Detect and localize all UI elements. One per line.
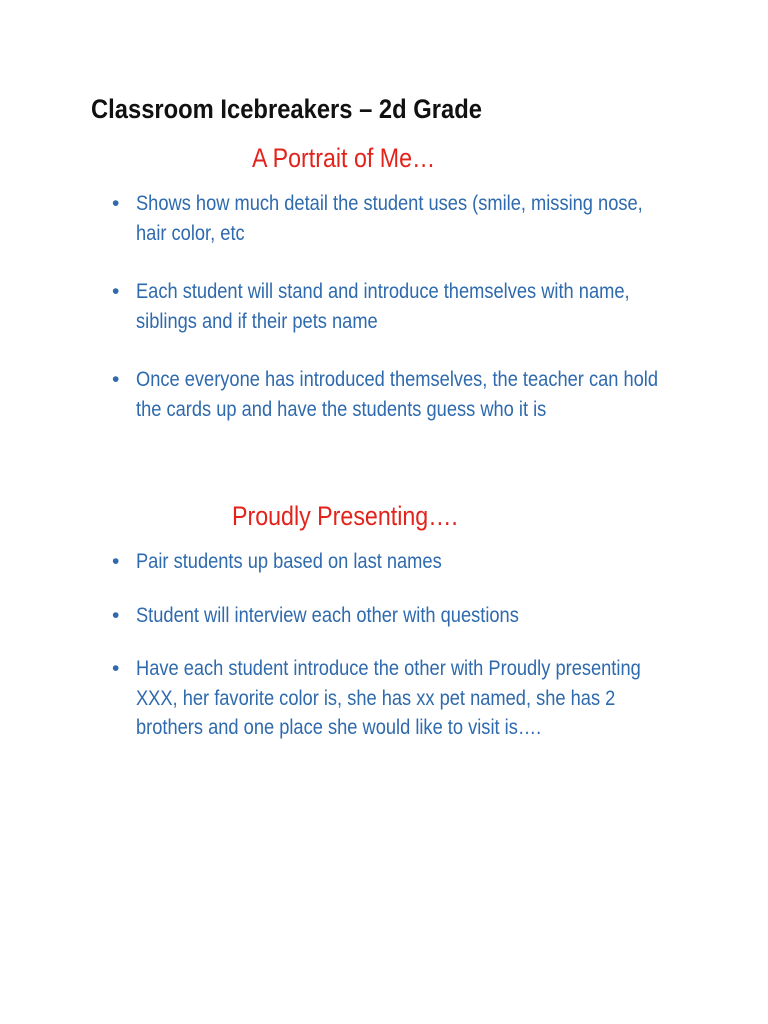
bullet-icon: • — [112, 280, 120, 303]
list-item-text: Pair students up based on last names — [136, 550, 442, 573]
list-item — [112, 601, 712, 631]
bullet-icon: • — [112, 657, 120, 680]
document-title: Classroom Icebreakers – 2d Grade — [91, 94, 482, 124]
list-item-text: Each student will stand and introduce themselves with name, siblings and if their pets name — [136, 280, 630, 333]
list-item — [112, 365, 712, 424]
section-heading-proudly-presenting: Proudly Presenting…. — [232, 501, 458, 531]
bullet-icon: • — [112, 192, 120, 215]
list-item-text: Shows how much detail the student uses (smile, missing nose, hair color, etc — [136, 192, 643, 245]
list-item-text: Student will interview each other with questions — [136, 603, 519, 627]
list-item-text: Have each student introduce the other with Proudly presenting XXX, her favorite color is, she has xx pet named, she has 2 brothers and one place she would like to visit is…. — [136, 657, 641, 739]
portrait-bullet-list — [112, 189, 712, 453]
list-item — [112, 189, 712, 248]
presenting-bullet-list — [112, 547, 712, 767]
list-item — [112, 277, 712, 336]
list-item-text: Once everyone has introduced themselves, the teacher can hold the cards up and have the students guess who it is — [136, 368, 659, 421]
list-item — [112, 654, 712, 743]
bullet-icon: • — [112, 603, 120, 627]
list-item — [112, 547, 712, 577]
section-heading-portrait: A Portrait of Me… — [252, 143, 436, 173]
bullet-icon: • — [112, 550, 120, 573]
bullet-icon: • — [112, 368, 120, 391]
